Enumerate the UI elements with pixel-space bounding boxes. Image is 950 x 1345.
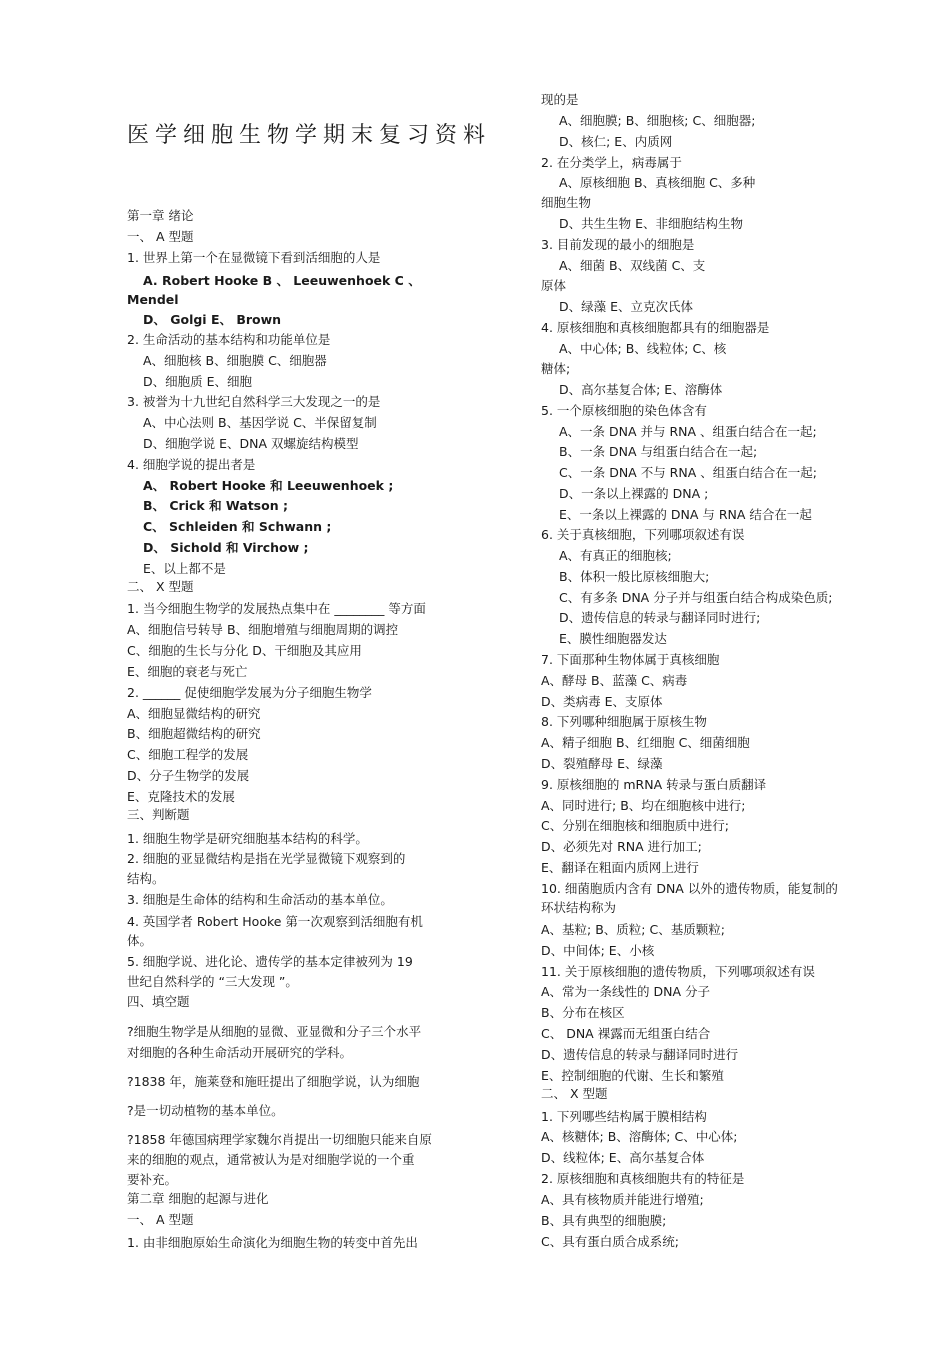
text-line: 1. 下列哪些结构属于膜相结构	[541, 1109, 707, 1124]
text-line: D、中间体; E、小核	[541, 943, 655, 958]
text-line: 2. 生命活动的基本结构和功能单位是	[127, 332, 331, 347]
text-line: D、裂殖酵母 E、绿藻	[541, 756, 663, 771]
text-line: C、具有蛋白质合成系统;	[541, 1234, 679, 1249]
text-line: 5. 一个原核细胞的染色体含有	[541, 403, 707, 418]
text-line: A、核糖体; B、溶酶体; C、中心体;	[541, 1129, 738, 1144]
text-line: B、一条 DNA 与组蛋白结合在一起;	[559, 444, 758, 459]
text-line: E、细胞的衰老与死亡	[127, 664, 248, 679]
text-line: 2. 在分类学上，病毒属于	[541, 155, 682, 170]
text-line: ?细胞生物学是从细胞的显微、亚显微和分子三个水平	[127, 1024, 422, 1039]
text-line: A、细胞膜; B、细胞核; C、细胞器;	[559, 113, 756, 128]
text-line: 现的是	[541, 92, 579, 107]
text-line: 结构。	[127, 871, 165, 886]
text-line: 4. 原核细胞和真核细胞都具有的细胞器是	[541, 320, 770, 335]
text-line: B、体积一般比原核细胞大;	[559, 569, 710, 584]
text-line: D、细胞质 E、细胞	[143, 374, 252, 389]
text-line: 2. ______ 促使细胞学发展为分子细胞生物学	[127, 685, 372, 700]
text-line: 对细胞的各种生命活动开展研究的学科。	[127, 1045, 353, 1060]
text-line: D、共生生物 E、非细胞结构生物	[559, 216, 743, 231]
text-line: 一、 A 型题	[127, 229, 194, 244]
text-line: B、细胞超微结构的研究	[127, 726, 261, 741]
text-line: D、绿藻 E、立克次氏体	[559, 299, 693, 314]
text-line: D、线粒体; E、高尔基复合体	[541, 1150, 705, 1165]
text-line: 7. 下面那种生物体属于真核细胞	[541, 652, 720, 667]
text-line: 11. 关于原核细胞的遗传物质，下列哪项叙述有误	[541, 964, 815, 979]
text-line: A、中心体; B、线粒体; C、核	[559, 341, 727, 356]
text-line: 要补充。	[127, 1172, 178, 1187]
text-line: A、基粒; B、质粒; C、基质颗粒;	[541, 922, 725, 937]
text-line: D、细胞学说 E、DNA 双螺旋结构模型	[143, 436, 359, 451]
text-line: 四、填空题	[127, 994, 190, 1009]
text-line: 2. 细胞的亚显微结构是指在光学显微镜下观察到的	[127, 851, 406, 866]
text-line: ?1858 年德国病理学家魏尔肖提出一切细胞只能来自原	[127, 1132, 432, 1147]
text-line: 三、判断题	[127, 807, 190, 822]
text-line: A、中心法则 B、基因学说 C、半保留复制	[143, 415, 377, 430]
text-line: A、一条 DNA 并与 RNA 、组蛋白结合在一起;	[559, 424, 817, 439]
text-line: 1. 当今细胞生物学的发展热点集中在 ________ 等方面	[127, 601, 426, 616]
text-line: 3. 被誉为十九世纪自然科学三大发现之一的是	[127, 394, 381, 409]
text-line: 糖体;	[541, 361, 571, 376]
text-line: D、高尔基复合体; E、溶酶体	[559, 382, 723, 397]
text-line: E、克隆技术的发展	[127, 789, 235, 804]
text-line: A、具有核物质并能进行增殖;	[541, 1192, 704, 1207]
text-line: E、控制细胞的代谢、生长和繁殖	[541, 1068, 724, 1083]
text-line: C、有多条 DNA 分子并与组蛋白结合构成染色质;	[559, 590, 833, 605]
text-line: 3. 细胞是生命体的结构和生命活动的基本单位。	[127, 892, 393, 907]
text-line: 1. 由非细胞原始生命演化为细胞生物的转变中首先出	[127, 1235, 418, 1250]
text-line: D、一条以上裸露的 DNA ;	[559, 486, 709, 501]
text-line: D、核仁; E、内质网	[559, 134, 673, 149]
text-line: 8. 下列哪种细胞属于原核生物	[541, 714, 707, 729]
text-line: D、 Sichold 和 Virchow ;	[143, 540, 309, 555]
text-line: A、细菌 B、双线菌 C、支	[559, 258, 706, 273]
text-line: 1. 细胞生物学是研究细胞基本结构的科学。	[127, 831, 368, 846]
text-line: 世纪自然科学的 “三大发现 ”。	[127, 974, 298, 989]
text-line: D、必须先对 RNA 进行加工;	[541, 839, 702, 854]
text-line: 第二章 细胞的起源与进化	[127, 1191, 269, 1206]
text-line: 10. 细菌胞质内含有 DNA 以外的遗传物质，能复制的	[541, 881, 838, 896]
text-line: C、一条 DNA 不与 RNA 、组蛋白结合在一起;	[559, 465, 817, 480]
text-line: A、细胞核 B、细胞膜 C、细胞器	[143, 353, 327, 368]
text-line: ?是一切动植物的基本单位。	[127, 1103, 284, 1118]
text-line: 环状结构称为	[541, 900, 617, 915]
text-line: A、 Robert Hooke 和 Leeuwenhoek ;	[143, 478, 394, 493]
text-line: 4. 英国学者 Robert Hooke 第一次观察到活细胞有机	[127, 914, 423, 929]
text-line: 1. 世界上第一个在显微镜下看到活细胞的人是	[127, 250, 381, 265]
text-line: E、以上都不是	[143, 561, 226, 576]
text-line: A. Robert Hooke B 、 Leeuwenhoek C 、	[143, 273, 421, 288]
text-line: A、同时进行; B、均在细胞核中进行;	[541, 798, 746, 813]
text-line: 二、 X 型题	[127, 579, 194, 594]
text-line: B、 Crick 和 Watson ;	[143, 498, 288, 513]
text-line: 一、 A 型题	[127, 1212, 194, 1227]
text-line: 3. 目前发现的最小的细胞是	[541, 237, 695, 252]
text-line: A、细胞显微结构的研究	[127, 706, 261, 721]
text-line: D、 Golgi E、 Brown	[143, 312, 282, 327]
text-line: C、分别在细胞核和细胞质中进行;	[541, 818, 729, 833]
text-line: ?1838 年，施莱登和施旺提出了细胞学说，认为细胞	[127, 1074, 420, 1089]
text-line: 2. 原核细胞和真核细胞共有的特征是	[541, 1171, 745, 1186]
text-line: B、分布在核区	[541, 1005, 625, 1020]
text-line: D、分子生物学的发展	[127, 768, 250, 783]
text-line: C、细胞工程学的发展	[127, 747, 249, 762]
text-line: 来的细胞的观点，通常被认为是对细胞学说的一个重	[127, 1152, 415, 1167]
text-line: 细胞生物	[541, 195, 592, 210]
text-line: 9. 原核细胞的 mRNA 转录与蛋白质翻译	[541, 777, 767, 792]
text-line: A、有真正的细胞核;	[559, 548, 672, 563]
text-line: D、遗传信息的转录与翻译同时进行	[541, 1047, 739, 1062]
text-line: A、细胞信号转导 B、细胞增殖与细胞周期的调控	[127, 622, 399, 637]
text-line: E、翻译在粗面内质网上进行	[541, 860, 699, 875]
text-line: 4. 细胞学说的提出者是	[127, 457, 256, 472]
document-title: 医学细胞生物学期末复习资料	[127, 123, 492, 148]
text-line: Mendel	[127, 292, 179, 307]
text-line: 原体	[541, 278, 567, 293]
text-line: A、精子细胞 B、红细胞 C、细菌细胞	[541, 735, 750, 750]
text-line: E、膜性细胞器发达	[559, 631, 667, 646]
text-line: A、酵母 B、蓝藻 C、病毒	[541, 673, 688, 688]
text-line: 5. 细胞学说、进化论、遗传学的基本定律被列为 19	[127, 954, 413, 969]
text-line: B、具有典型的细胞膜;	[541, 1213, 667, 1228]
text-line: C、细胞的生长与分化 D、干细胞及其应用	[127, 643, 362, 658]
text-line: D、遗传信息的转录与翻译同时进行;	[559, 610, 761, 625]
text-line: 二、 X 型题	[541, 1086, 608, 1101]
text-line: 6. 关于真核细胞，下列哪项叙述有误	[541, 527, 745, 542]
text-line: E、一条以上裸露的 DNA 与 RNA 结合在一起	[559, 507, 812, 522]
text-line: C、 Schleiden 和 Schwann ;	[143, 519, 332, 534]
text-line: 体。	[127, 933, 153, 948]
text-line: D、类病毒 E、支原体	[541, 694, 663, 709]
text-line: A、常为一条线性的 DNA 分子	[541, 984, 711, 999]
text-line: C、 DNA 裸露而无组蛋白结合	[541, 1026, 711, 1041]
text-line: A、原核细胞 B、真核细胞 C、多种	[559, 175, 756, 190]
text-line: 第一章 绪论	[127, 208, 194, 223]
